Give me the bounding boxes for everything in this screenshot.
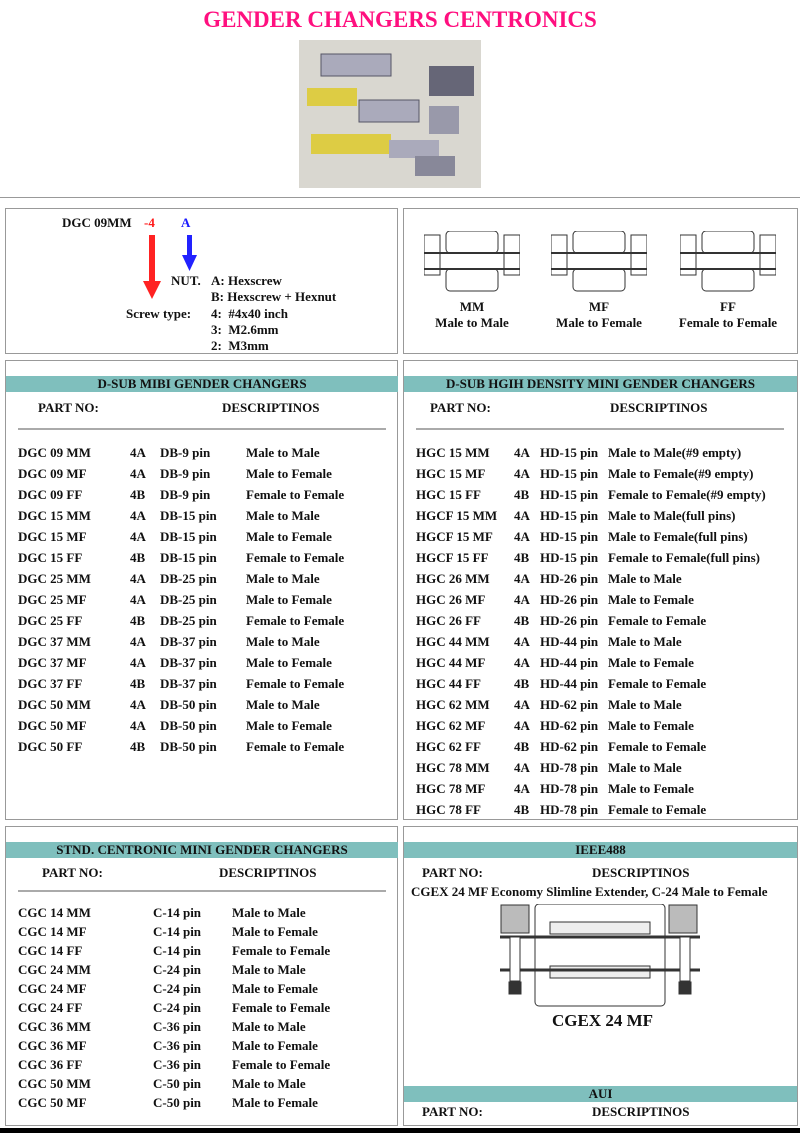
cell-3: Female to Female xyxy=(246,676,345,691)
cell-2: HD-26 pin xyxy=(540,571,599,586)
cell-0: DGC 15 MM xyxy=(18,508,91,523)
cell-0: HGCF 15 MM xyxy=(416,508,498,523)
cell-0: HGC 78 FF xyxy=(416,802,481,817)
nut-code: A xyxy=(181,215,191,230)
cgex-diagram xyxy=(500,904,700,1008)
cell-3: Female to Female xyxy=(246,487,345,502)
cell-1: 4B xyxy=(514,739,530,754)
aui-col-part: PART NO: xyxy=(422,1104,483,1119)
cell-0: HGC 62 MF xyxy=(416,718,486,733)
cell-1: 4B xyxy=(514,613,530,628)
page-title: GENDER CHANGERS CENTRONICS xyxy=(203,7,597,32)
cell-0: HGCF 15 FF xyxy=(416,550,489,565)
cell-3: Male to Female xyxy=(608,718,694,733)
cell-0: CGC 36 MM xyxy=(18,1019,91,1034)
cell-0: CGC 50 MM xyxy=(18,1076,91,1091)
cell-2: DB-25 pin xyxy=(160,613,217,628)
cell-0: CGC 14 FF xyxy=(18,943,83,958)
cell-2: Male to Male xyxy=(232,1019,306,1034)
cell-3: Female to Female xyxy=(246,613,345,628)
cell-3: Male to Male xyxy=(246,571,320,586)
cell-3: Male to Male xyxy=(608,571,682,586)
cell-3: Male to Male(#9 empty) xyxy=(608,445,742,460)
cell-3: Male to Female(#9 empty) xyxy=(608,466,754,481)
cell-0: CGC 36 FF xyxy=(18,1057,83,1072)
cell-3: Male to Male xyxy=(246,445,320,460)
cell-0: HGC 15 MM xyxy=(416,445,490,460)
cell-0: CGC 14 MM xyxy=(18,905,91,920)
cell-2: HD-44 pin xyxy=(540,676,599,691)
cell-1: 4B xyxy=(514,676,530,691)
cell-1: 4B xyxy=(514,802,530,817)
type-label: Male to Female xyxy=(556,315,642,330)
cell-0: HGC 78 MM xyxy=(416,760,490,775)
cell-1: 4A xyxy=(514,571,530,586)
cell-0: CGC 50 MF xyxy=(18,1095,87,1110)
cell-1: C-14 pin xyxy=(153,905,202,920)
cell-1: C-36 pin xyxy=(153,1019,202,1034)
cell-1: C-24 pin xyxy=(153,1000,202,1015)
type-label: Male to Male xyxy=(435,315,509,330)
cell-1: 4A xyxy=(514,655,530,670)
type-code: FF xyxy=(720,299,736,314)
cell-2: DB-25 pin xyxy=(160,571,217,586)
cell-2: HD-62 pin xyxy=(540,718,599,733)
legend-cell xyxy=(5,208,398,354)
cell-1: 4A xyxy=(514,592,530,607)
screw-2: 2: M3mm xyxy=(211,338,269,353)
cell-1: C-24 pin xyxy=(153,962,202,977)
cell-0: DGC 09 MM xyxy=(18,445,91,460)
ieee-col-part: PART NO: xyxy=(422,865,483,880)
cell-3: Female to Female xyxy=(608,613,707,628)
cell-0: CGC 24 FF xyxy=(18,1000,83,1015)
cell-1: 4B xyxy=(130,487,146,502)
cell-0: DGC 50 FF xyxy=(18,739,83,754)
cell-0: CGC 24 MM xyxy=(18,962,91,977)
cell-0: HGC 26 FF xyxy=(416,613,481,628)
cell-0: DGC 25 MM xyxy=(18,571,91,586)
type-code: MM xyxy=(459,299,485,314)
cell-1: C-14 pin xyxy=(153,924,202,939)
cell-3: Male to Female xyxy=(608,592,694,607)
cell-1: 4B xyxy=(130,676,146,691)
hd-header: D-SUB HGIH DENSITY MINI GENDER CHANGERS xyxy=(404,376,797,392)
aui-header: AUI xyxy=(404,1086,797,1102)
cell-2: Female to Female xyxy=(232,1000,331,1015)
cell-2: DB-25 pin xyxy=(160,592,217,607)
cell-1: C-36 pin xyxy=(153,1038,202,1053)
cell-0: DGC 37 MF xyxy=(18,655,87,670)
centronic-col-part: PART NO: xyxy=(42,865,103,880)
cell-1: 4A xyxy=(514,466,530,481)
nut-a: A: Hexscrew xyxy=(211,273,282,288)
ieee-header: IEEE488 xyxy=(404,842,797,858)
screw-label: Screw type: xyxy=(126,306,192,321)
cell-3: Male to Male xyxy=(246,697,320,712)
cell-0: HGC 15 MF xyxy=(416,466,486,481)
cell-3: Male to Male xyxy=(608,634,682,649)
cell-3: Male to Female xyxy=(608,655,694,670)
cell-0: HGC 78 MF xyxy=(416,781,486,796)
cell-0: DGC 50 MM xyxy=(18,697,91,712)
cell-0: CGC 24 MF xyxy=(18,981,87,996)
cell-3: Male to Female xyxy=(246,466,332,481)
cell-0: DGC 25 FF xyxy=(18,613,83,628)
cell-0: HGC 44 MF xyxy=(416,655,486,670)
cell-1: 4A xyxy=(514,529,530,544)
cell-3: Male to Female xyxy=(608,781,694,796)
cell-3: Female to Female xyxy=(246,550,345,565)
cell-1: C-36 pin xyxy=(153,1057,202,1072)
cell-1: 4B xyxy=(514,550,530,565)
cell-0: DGC 37 MM xyxy=(18,634,91,649)
connector-mm-icon xyxy=(424,231,520,293)
cell-2: HD-15 pin xyxy=(540,445,599,460)
cell-0: DGC 15 FF xyxy=(18,550,83,565)
cell-2: Male to Female xyxy=(232,1095,318,1110)
cell-2: HD-78 pin xyxy=(540,760,599,775)
cell-1: 4A xyxy=(130,445,146,460)
hd-col-desc: DESCRIPTINOS xyxy=(610,400,708,415)
screw-3: 3: M2.6mm xyxy=(211,322,279,337)
cell-0: HGC 44 FF xyxy=(416,676,481,691)
cell-0: DGC 09 FF xyxy=(18,487,83,502)
arrow-icons xyxy=(140,235,200,301)
cell-1: 4A xyxy=(514,634,530,649)
cell-0: CGC 14 MF xyxy=(18,924,87,939)
aui-col-desc: DESCRIPTINOS xyxy=(592,1104,690,1119)
cell-2: Male to Female xyxy=(232,1038,318,1053)
cell-2: Male to Female xyxy=(232,981,318,996)
cell-2: DB-50 pin xyxy=(160,697,217,712)
centronic-col-desc: DESCRIPTINOS xyxy=(219,865,317,880)
product-photo xyxy=(299,40,481,188)
cell-3: Male to Male xyxy=(246,634,320,649)
cell-1: 4A xyxy=(130,529,146,544)
cell-3: Male to Male xyxy=(608,697,682,712)
cell-2: Male to Male xyxy=(232,962,306,977)
cell-2: DB-15 pin xyxy=(160,508,217,523)
cell-1: 4A xyxy=(514,781,530,796)
cell-3: Female to Female(full pins) xyxy=(608,550,760,565)
cell-1: 4A xyxy=(514,508,530,523)
types-cell xyxy=(403,208,798,354)
ieee-caption: CGEX 24 MF xyxy=(552,1011,654,1030)
cell-1: 4A xyxy=(130,508,146,523)
cell-0: CGC 36 MF xyxy=(18,1038,87,1053)
cell-1: 4A xyxy=(130,718,146,733)
cell-0: DGC 50 MF xyxy=(18,718,87,733)
cell-2: HD-78 pin xyxy=(540,802,599,817)
cell-2: Male to Male xyxy=(232,1076,306,1091)
cell-1: 4A xyxy=(514,445,530,460)
cell-2: DB-37 pin xyxy=(160,634,217,649)
cell-2: HD-26 pin xyxy=(540,613,599,628)
cell-2: HD-15 pin xyxy=(540,529,599,544)
dsub-col-desc: DESCRIPTINOS xyxy=(222,400,320,415)
cell-2: DB-15 pin xyxy=(160,529,217,544)
cell-2: HD-15 pin xyxy=(540,466,599,481)
cell-2: DB-50 pin xyxy=(160,718,217,733)
connector-ff-icon xyxy=(680,231,776,293)
cell-2: HD-62 pin xyxy=(540,739,599,754)
cell-1: 4A xyxy=(130,571,146,586)
cell-0: HGC 62 MM xyxy=(416,697,490,712)
cell-0: HGC 62 FF xyxy=(416,739,481,754)
cell-0: HGC 26 MF xyxy=(416,592,486,607)
cell-2: HD-44 pin xyxy=(540,655,599,670)
cell-1: 4A xyxy=(130,634,146,649)
cell-3: Female to Female xyxy=(246,739,345,754)
cell-2: HD-15 pin xyxy=(540,487,599,502)
cell-3: Female to Female xyxy=(608,676,707,691)
cell-3: Male to Female xyxy=(246,718,332,733)
cell-2: DB-9 pin xyxy=(160,445,211,460)
cell-1: C-24 pin xyxy=(153,981,202,996)
screw-4: 4: #4x40 inch xyxy=(211,306,288,321)
cell-3: Female to Female xyxy=(608,802,707,817)
dsub-header: D-SUB MIBI GENDER CHANGERS xyxy=(6,376,398,392)
cell-3: Female to Female xyxy=(608,739,707,754)
cell-3: Female to Female(#9 empty) xyxy=(608,487,766,502)
cell-3: Male to Female xyxy=(246,529,332,544)
cell-2: HD-62 pin xyxy=(540,697,599,712)
cell-1: 4B xyxy=(130,550,146,565)
cell-2: HD-26 pin xyxy=(540,592,599,607)
centronic-header: STND. CENTRONIC MINI GENDER CHANGERS xyxy=(6,842,398,858)
cell-2: Male to Male xyxy=(232,905,306,920)
type-label: Female to Female xyxy=(678,315,778,330)
cell-2: Male to Female xyxy=(232,924,318,939)
cell-1: C-14 pin xyxy=(153,943,202,958)
cell-0: DGC 09 MF xyxy=(18,466,87,481)
cell-1: 4A xyxy=(130,592,146,607)
cell-1: C-50 pin xyxy=(153,1076,202,1091)
cell-2: DB-50 pin xyxy=(160,739,217,754)
cell-2: HD-44 pin xyxy=(540,634,599,649)
cell-3: Male to Female xyxy=(246,655,332,670)
cell-2: DB-37 pin xyxy=(160,676,217,691)
cell-2: Female to Female xyxy=(232,943,331,958)
cell-1: 4A xyxy=(130,697,146,712)
cell-1: 4B xyxy=(130,739,146,754)
cell-2: DB-37 pin xyxy=(160,655,217,670)
cell-1: 4B xyxy=(130,613,146,628)
screw-code: -4 xyxy=(144,215,155,230)
cell-2: DB-9 pin xyxy=(160,466,211,481)
cell-1: 4A xyxy=(514,697,530,712)
cell-0: HGCF 15 MF xyxy=(416,529,493,544)
nut-label: NUT. xyxy=(171,273,201,288)
cell-1: 4A xyxy=(514,718,530,733)
cell-3: Male to Male(full pins) xyxy=(608,508,736,523)
cell-1: 4A xyxy=(514,760,530,775)
cell-2: HD-78 pin xyxy=(540,781,599,796)
cell-1: 4B xyxy=(514,487,530,502)
cell-0: HGC 15 FF xyxy=(416,487,481,502)
cell-0: HGC 44 MM xyxy=(416,634,490,649)
legend-model: DGC 09MM xyxy=(62,215,132,230)
nut-b: B: Hexscrew + Hexnut xyxy=(211,289,337,304)
cell-3: Male to Female(full pins) xyxy=(608,529,748,544)
type-code: MF xyxy=(588,299,610,314)
cell-2: DB-9 pin xyxy=(160,487,211,502)
cell-2: Female to Female xyxy=(232,1057,331,1072)
cell-3: Male to Female xyxy=(246,592,332,607)
ieee-col-desc: DESCRIPTINOS xyxy=(592,865,690,880)
cell-1: 4A xyxy=(130,655,146,670)
cell-0: DGC 15 MF xyxy=(18,529,87,544)
hd-col-part: PART NO: xyxy=(430,400,491,415)
cell-1: 4A xyxy=(130,466,146,481)
cell-2: HD-15 pin xyxy=(540,508,599,523)
cell-0: HGC 26 MM xyxy=(416,571,490,586)
cell-2: DB-15 pin xyxy=(160,550,217,565)
cell-2: HD-15 pin xyxy=(540,550,599,565)
ieee-item: CGEX 24 MF Economy Slimline Extender, C-24 Male to Female xyxy=(411,884,768,899)
cell-3: Male to Male xyxy=(608,760,682,775)
connector-mf-icon xyxy=(551,231,647,293)
cell-1: C-50 pin xyxy=(153,1095,202,1110)
cell-3: Male to Male xyxy=(246,508,320,523)
cell-0: DGC 25 MF xyxy=(18,592,87,607)
cell-0: DGC 37 FF xyxy=(18,676,83,691)
dsub-col-part: PART NO: xyxy=(38,400,99,415)
